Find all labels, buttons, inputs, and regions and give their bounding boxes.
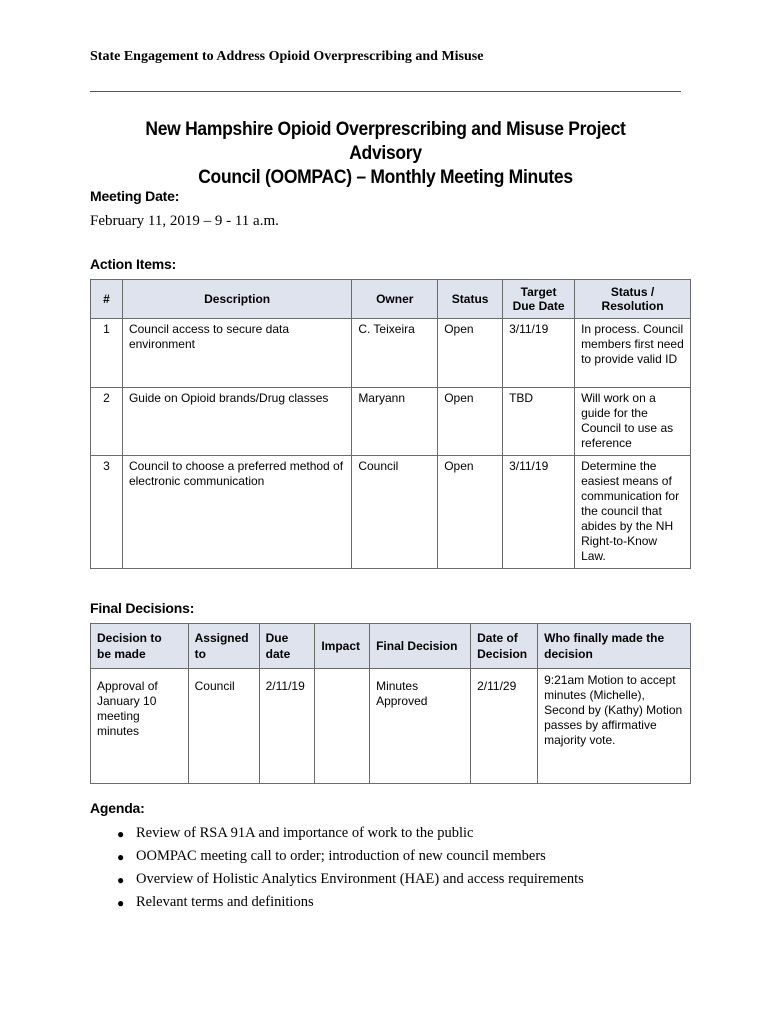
cell-owner: Maryann bbox=[352, 388, 438, 456]
column-header-text: Decision to be made bbox=[97, 631, 162, 661]
cell-resolution: Will work on a guide for the Council to use as reference bbox=[575, 388, 691, 456]
column-header: Status bbox=[438, 280, 503, 319]
column-header bbox=[471, 624, 538, 669]
cell-impact bbox=[315, 669, 370, 784]
title-line-2: Council (OOMPAC) – Monthly Meeting Minutes bbox=[198, 167, 573, 188]
list-item bbox=[117, 848, 584, 871]
agenda-item-text: Review of RSA 91A and importance of work to the public bbox=[136, 825, 474, 841]
page-title bbox=[114, 118, 658, 190]
column-header: Final Decision bbox=[370, 624, 471, 669]
final-decisions-label: Final Decisions: bbox=[90, 600, 195, 616]
cell-number: 1 bbox=[91, 319, 123, 388]
column-header bbox=[575, 280, 691, 319]
action-items-table bbox=[90, 279, 691, 569]
list-item bbox=[117, 871, 584, 894]
column-header: Impact bbox=[315, 624, 370, 669]
bullet-icon: ● bbox=[117, 896, 125, 910]
cell-status: Open bbox=[438, 388, 503, 456]
table-header-row bbox=[91, 624, 691, 669]
table-row bbox=[91, 669, 691, 784]
cell-due: TBD bbox=[503, 388, 575, 456]
agenda-label: Agenda: bbox=[90, 800, 145, 816]
running-header: State Engagement to Address Opioid Overprescribing and Misuse bbox=[90, 49, 484, 64]
meeting-date-label: Meeting Date: bbox=[90, 188, 180, 204]
agenda-list bbox=[117, 825, 584, 917]
table-row bbox=[91, 319, 691, 388]
column-header-text: Date of Decision bbox=[477, 631, 528, 661]
cell-status: Open bbox=[438, 456, 503, 569]
bullet-icon: ● bbox=[117, 873, 125, 887]
final-decisions-table bbox=[90, 623, 691, 784]
cell-due: 3/11/19 bbox=[503, 319, 575, 388]
column-header-text: Due date bbox=[265, 631, 291, 661]
column-header bbox=[503, 280, 575, 319]
column-header bbox=[538, 624, 691, 669]
cell-decision-date: 2/11/29 bbox=[471, 669, 538, 784]
list-item bbox=[117, 894, 584, 917]
cell-number: 3 bbox=[91, 456, 123, 569]
cell-description: Council to choose a preferred method of electronic communication bbox=[122, 456, 351, 569]
cell-due: 2/11/19 bbox=[259, 669, 315, 784]
cell-status: Open bbox=[438, 319, 503, 388]
column-header bbox=[188, 624, 259, 669]
cell-decision-maker: 9:21am Motion to accept minutes (Michelle), Second by (Kathy) Motion passes by affirmative majority vote. bbox=[538, 669, 691, 784]
table-row bbox=[91, 388, 691, 456]
cell-assigned: Council bbox=[188, 669, 259, 784]
cell-final-decision: Minutes Approved bbox=[370, 669, 471, 784]
column-header-text: Status / Resolution bbox=[601, 285, 664, 313]
column-header bbox=[259, 624, 315, 669]
cell-owner: Council bbox=[352, 456, 438, 569]
column-header: Owner bbox=[352, 280, 438, 319]
cell-resolution: Determine the easiest means of communication for the council that abides by the NH Right-to-Know Law. bbox=[575, 456, 691, 569]
action-items-label: Action Items: bbox=[90, 256, 177, 272]
column-header: # bbox=[91, 280, 123, 319]
column-header-text: Who finally made the decision bbox=[544, 631, 665, 661]
meeting-date-value: February 11, 2019 – 9 - 11 a.m. bbox=[90, 213, 279, 229]
cell-description: Guide on Opioid brands/Drug classes bbox=[122, 388, 351, 456]
table-header-row bbox=[91, 280, 691, 319]
cell-resolution: In process. Council members first need to provide valid ID bbox=[575, 319, 691, 388]
column-header-text: Assigned to bbox=[194, 631, 249, 661]
agenda-item-text: Relevant terms and definitions bbox=[136, 894, 314, 910]
cell-description: Council access to secure data environment bbox=[122, 319, 351, 388]
list-item bbox=[117, 825, 584, 848]
cell-due: 3/11/19 bbox=[503, 456, 575, 569]
cell-owner: C. Teixeira bbox=[352, 319, 438, 388]
title-line-1: New Hampshire Opioid Overprescribing and Misuse Project Advisory bbox=[145, 119, 626, 164]
agenda-item-text: Overview of Holistic Analytics Environment (HAE) and access requirements bbox=[136, 871, 584, 887]
header-divider bbox=[90, 91, 681, 92]
bullet-icon: ● bbox=[117, 827, 125, 841]
cell-decision: Approval of January 10 meeting minutes bbox=[91, 669, 189, 784]
table-row bbox=[91, 456, 691, 569]
bullet-icon: ● bbox=[117, 850, 125, 864]
column-header-text: Target Due Date bbox=[512, 285, 565, 313]
column-header: Description bbox=[122, 280, 351, 319]
cell-number: 2 bbox=[91, 388, 123, 456]
agenda-item-text: OOMPAC meeting call to order; introduction of new council members bbox=[136, 848, 546, 864]
column-header bbox=[91, 624, 189, 669]
